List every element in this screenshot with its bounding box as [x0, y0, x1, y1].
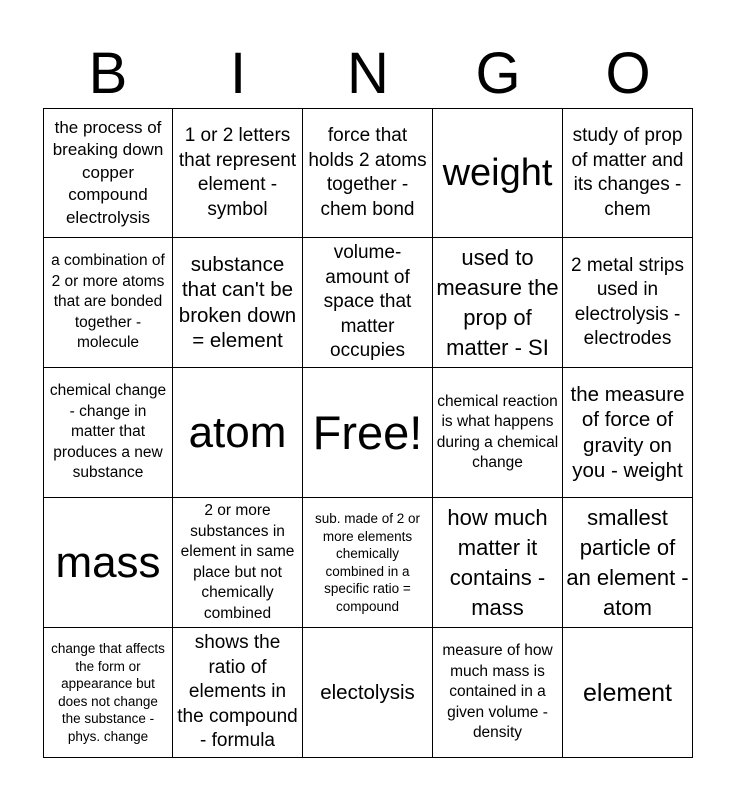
bingo-cell[interactable]: [563, 238, 693, 368]
cell-text: a combination of 2 or more atoms that are bonded together - molecule: [51, 252, 165, 352]
cell-text: sub. made of 2 or more elements chemically combined in a specific ratio = compound: [314, 511, 421, 614]
cell-text: element: [583, 678, 672, 707]
cell-text: used to measure the prop of matter - SI: [436, 244, 559, 360]
bingo-cell[interactable]: [303, 368, 433, 498]
cell-text: study of prop of matter and its changes - chem: [571, 125, 684, 220]
bingo-cell[interactable]: [43, 628, 173, 758]
bingo-cell[interactable]: [43, 238, 173, 368]
cell-text: how much matter it contains - mass: [447, 504, 548, 620]
bingo-cell[interactable]: [173, 628, 303, 758]
cell-text: atom: [188, 407, 287, 457]
bingo-cell[interactable]: [173, 368, 303, 498]
cell-text: shows the ratio of elements in the compound - formula: [177, 632, 298, 752]
cell-text: volume- amount of space that matter occupies: [323, 242, 412, 362]
bingo-cell[interactable]: [433, 498, 563, 628]
bingo-board: [43, 108, 693, 758]
bingo-cell[interactable]: [303, 628, 433, 758]
bingo-cell[interactable]: [173, 108, 303, 238]
cell-text: Free!: [312, 405, 423, 459]
cell-text: smallest particle of an element - atom: [566, 504, 689, 620]
cell-text: chemical reaction is what happens during a chemical change: [436, 392, 559, 471]
bingo-cell[interactable]: [173, 238, 303, 368]
header-letter-b: B: [88, 41, 128, 106]
bingo-header: [43, 40, 693, 108]
bingo-cell[interactable]: [303, 238, 433, 368]
bingo-cell[interactable]: [433, 238, 563, 368]
cell-text: electolysis: [320, 680, 415, 704]
header-letter-i: I: [229, 41, 247, 106]
bingo-cell[interactable]: [563, 368, 693, 498]
bingo-cell[interactable]: [173, 498, 303, 628]
bingo-cell[interactable]: [433, 368, 563, 498]
bingo-cell[interactable]: [43, 108, 173, 238]
cell-text: mass: [55, 537, 161, 587]
cell-text: change that affects the form or appearance but does not change the substance - phys. change: [51, 641, 165, 744]
bingo-cell[interactable]: [303, 108, 433, 238]
cell-text: measure of how much mass is contained in a given volume - density: [442, 642, 553, 742]
header-letter-o: O: [605, 41, 651, 106]
cell-text: substance that can't be broken down = element: [178, 252, 297, 352]
cell-text: the process of breaking down copper compound electrolysis: [52, 117, 164, 227]
bingo-cell[interactable]: [303, 498, 433, 628]
bingo-cell[interactable]: [563, 628, 693, 758]
bingo-cell[interactable]: [563, 108, 693, 238]
cell-text: 2 metal strips used in electrolysis - electrodes: [571, 254, 684, 349]
cell-text: 1 or 2 letters that represent element - symbol: [178, 125, 297, 220]
header-letter-g: G: [475, 41, 521, 106]
cell-text: the measure of force of gravity on you - weight: [570, 382, 685, 482]
header-letter-n: N: [347, 41, 389, 106]
bingo-cell[interactable]: [563, 498, 693, 628]
cell-text: force that holds 2 atoms together - chem bond: [308, 125, 427, 220]
bingo-cell[interactable]: [433, 628, 563, 758]
cell-text: weight: [442, 152, 553, 194]
bingo-cell[interactable]: [433, 108, 563, 238]
bingo-cell[interactable]: [43, 498, 173, 628]
cell-text: 2 or more substances in element in same place but not chemically combined: [180, 502, 295, 622]
cell-text: chemical change - change in matter that produces a new substance: [49, 382, 167, 482]
bingo-cell[interactable]: [43, 368, 173, 498]
